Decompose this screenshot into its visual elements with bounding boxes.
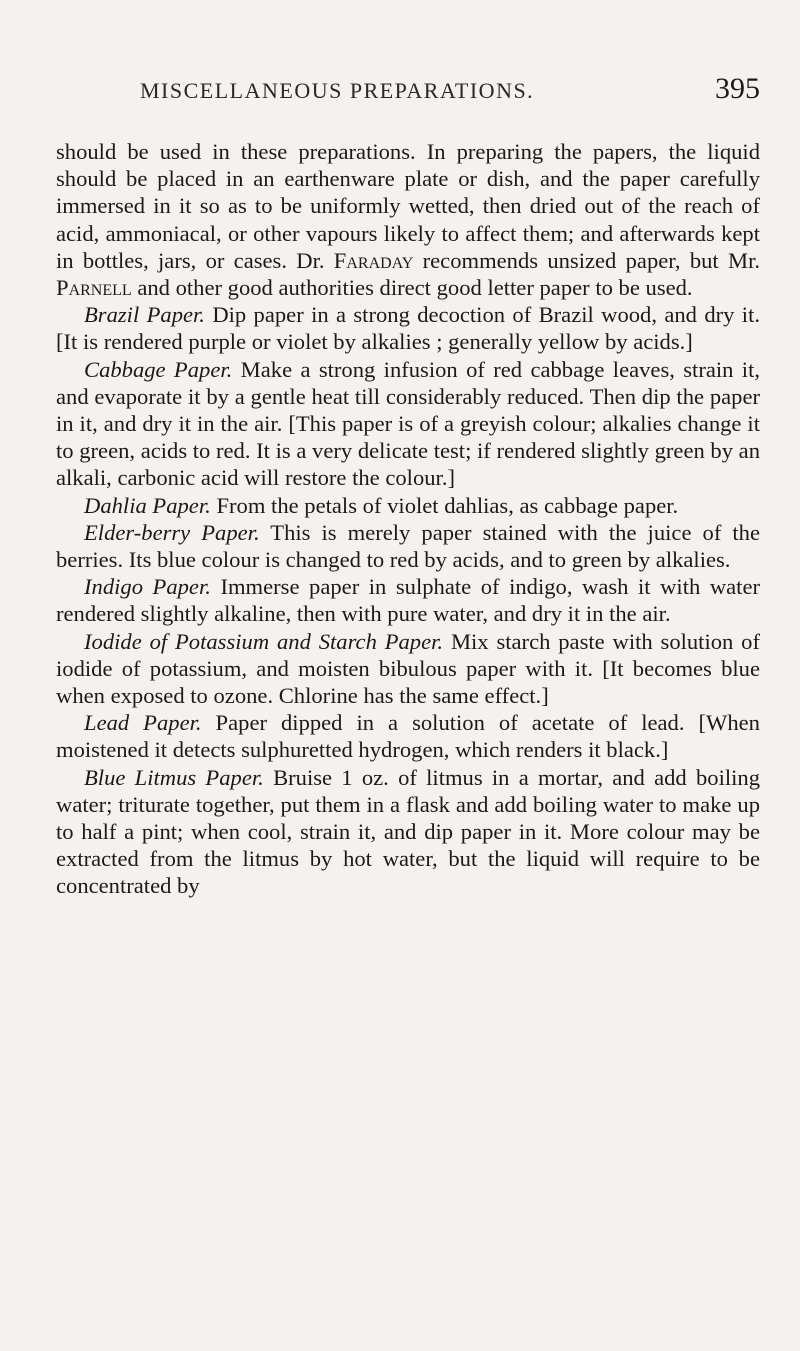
entry-title: Elder-berry Paper. [84, 519, 260, 545]
author-name-faraday: Faraday [333, 247, 414, 273]
entry-text: Paper dipped in a solution of acetate of lead. [When moistened it detects sulphuretted hydrogen, which renders it black.] [56, 710, 760, 763]
entry-title: Cabbage Paper. [84, 356, 233, 382]
entry-text: Mix starch paste with solution of iodide of potassium, and moisten bibulous paper with it. [It becomes blue when exposed to ozone. Chlorine has the same effect.] [56, 628, 761, 709]
entry-title: Lead Paper. [84, 710, 202, 736]
entry-text: Make a strong infusion of red cabbage leaves, strain it, and evaporate it by a gentle heat till considerably reduced. Then dip the paper in it, and dry it in the air. [This paper is of a greyish colour; alkalies change it to green, acids to red. It is a very delicate test; if rendered slightly green by an alkali, carbonic acid will restore the colour.] [56, 356, 760, 491]
entry-elder-berry-paper [56, 519, 760, 573]
entry-indigo-paper [56, 573, 760, 627]
body-text [56, 138, 760, 900]
entry-title: Indigo Paper. [84, 574, 211, 600]
page-number: 395 [715, 72, 760, 105]
paragraph-lead: should be used in these preparations. In preparing the papers, the liquid should be placed in an earthenware plate or dish, and the paper carefully immersed in it so as to be uniformly wetted, then dried out of the reach of acid, ammoniacal, or other vapours likely to affect them; and afterwards kept in bottles, jars, or cases. Dr. [56, 139, 760, 273]
entry-iodide-starch-paper [56, 628, 760, 710]
page-header [140, 72, 760, 112]
entry-lead-paper [56, 709, 760, 763]
paragraph-mid: recommends unsized paper, but Mr. [422, 247, 760, 273]
entry-title: Dahlia Paper. [84, 492, 211, 518]
entry-text: This is merely paper stained with the juice of the berries. Its blue colour is changed to red by acids, and to green by alkalies. [56, 519, 760, 573]
entry-title: Iodide of Potassium and Starch Paper. [84, 628, 444, 654]
entry-cabbage-paper [56, 356, 760, 492]
entry-text: Dip paper in a strong decoction of Brazil wood, and dry it. [It is rendered purple or violet by alkalies ; generally yellow by acids.] [56, 302, 760, 355]
entry-dahlia-paper [56, 492, 760, 519]
running-head: MISCELLANEOUS PREPARATIONS. [140, 78, 535, 103]
paragraph-tail: and other good authorities direct good letter paper to be used. [137, 275, 693, 301]
entry-blue-litmus-paper [56, 764, 760, 900]
continued-paragraph [56, 138, 760, 301]
entry-title: Blue Litmus Paper. [84, 764, 264, 790]
entry-text: Bruise 1 oz. of litmus in a mortar, and add boiling water; triturate together, put them in a flask and add boiling water to make up to half a pint; when cool, strain it, and dip paper in it. More colour may be extracted from the litmus by hot water, but the liquid will require to be concentrated by [56, 764, 760, 899]
author-name-parnell: Parnell [56, 275, 132, 301]
entry-title: Brazil Paper. [84, 302, 205, 328]
entry-brazil-paper [56, 301, 760, 355]
entry-text: From the petals of violet dahlias, as cabbage paper. [216, 492, 679, 518]
entry-text: Immerse paper in sulphate of indigo, wash it with water rendered slightly alkaline, then with pure water, and dry it in the air. [56, 574, 760, 627]
